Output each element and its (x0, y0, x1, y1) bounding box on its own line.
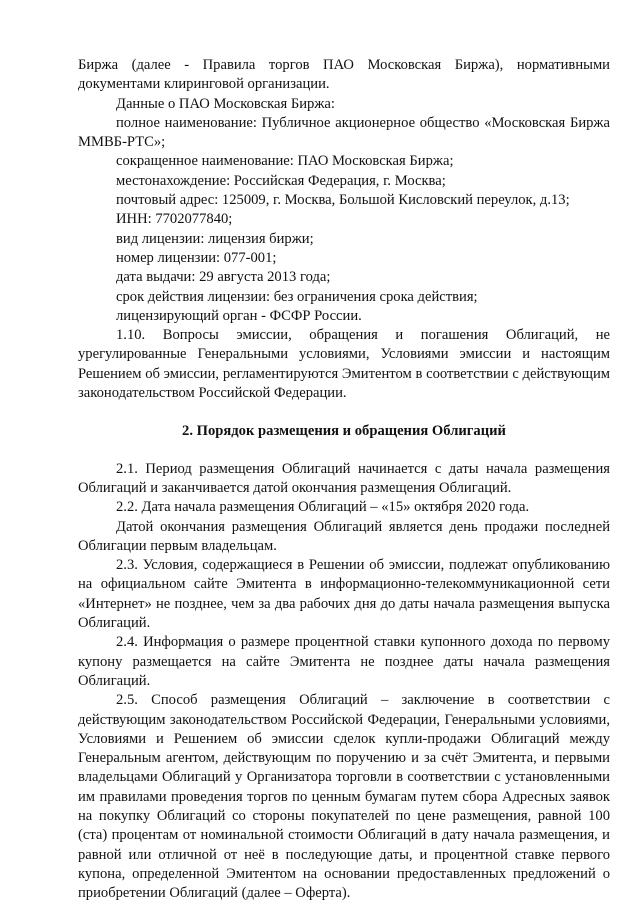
exchange-data-label: Данные о ПАО Московская Биржа: (116, 95, 335, 112)
license-type: вид лицензии: лицензия биржи; (116, 230, 314, 247)
license-number: номер лицензии: 077-001; (116, 249, 277, 266)
license-term: срок действия лицензии: без ограничения срока действия; (116, 288, 478, 305)
clause-2-1: 2.1. Период размещения Облигаций начинается с даты начала размещения Облигаций и заканчивается датой окончания размещения Облигаций. (78, 460, 610, 496)
clause-2-2-end-date: Датой окончания размещения Облигаций является день продажи последней Облигации первым владельцам. (78, 518, 610, 554)
license-issue-date: дата выдачи: 29 августа 2013 года; (116, 269, 331, 286)
exchange-short-name: сокращенное наименование: ПАО Московская Биржа; (116, 153, 454, 170)
clause-2-3: 2.3. Условия, содержащиеся в Решении об эмиссии, подлежат опубликованию на официальном сайте Эмитента в информационно-телекоммуникационной сети «Интернет» не позднее, чем за два рабочих дня до даты начала размещения выпуска Облигаций. (78, 557, 610, 632)
licensing-body: лицензирующий орган - ФСФР России. (116, 307, 362, 324)
exchange-full-name: полное наименование: Публичное акционерное общество «Московская Биржа ММВБ-РТС»; (78, 114, 610, 151)
paragraph-continuation: Биржа (далее - Правила торгов ПАО Московская Биржа), нормативными документами клиринговой организации. (78, 57, 610, 93)
clause-2-2: 2.2. Дата начала размещения Облигаций – «15» октября 2020 года. (116, 499, 530, 516)
clause-2-5: 2.5. Способ размещения Облигаций – заключение в соответствии с действующим законодательством Российской Федерации, Генеральными условиями, Условиями и Решением об эмиссии сделок купли-продажи Облигаций между Генеральным агентом, действующим по поручению и за счёт Эмитента, и первыми владельцами Облигаций у Организатора торговли в соответствии с установленными им правилами проведения торгов по ценным бумагам путем сбора Адресных заявок на покупку Облигаций со стороны покупателей по цене размещения, равной 100 (ста) процентам от номинальной стоимости Облигаций в дату начала размещения, и равной или отличной от неё в последующие даты, и процентной ставке первого купона, определенной Эмитентом на основании предоставленных предложений о приобретении Облигаций (далее – Оферта). (78, 692, 610, 902)
exchange-inn: ИНН: 7702077840; (116, 211, 233, 228)
section-2-title: 2. Порядок размещения и обращения Облигаций (182, 423, 506, 440)
exchange-location: местонахождение: Российская Федерация, г. Москва; (116, 172, 446, 189)
clause-1-10: 1.10. Вопросы эмиссии, обращения и погашения Облигаций, не урегулированные Генеральными условиями, Условиями эмиссии и настоящим Решением об эмиссии, регламентируются Эмитентом в соответствии с действующим законодательством Российской Федерации. (78, 327, 610, 402)
clause-2-4: 2.4. Информация о размере процентной ставки купонного дохода по первому купону размещается на сайте Эмитента не позднее даты начала размещения Облигаций. (78, 634, 610, 689)
document-body (78, 56, 610, 903)
exchange-postal-address: почтовый адрес: 125009, г. Москва, Большой Кисловский переулок, д.13; (116, 192, 570, 209)
